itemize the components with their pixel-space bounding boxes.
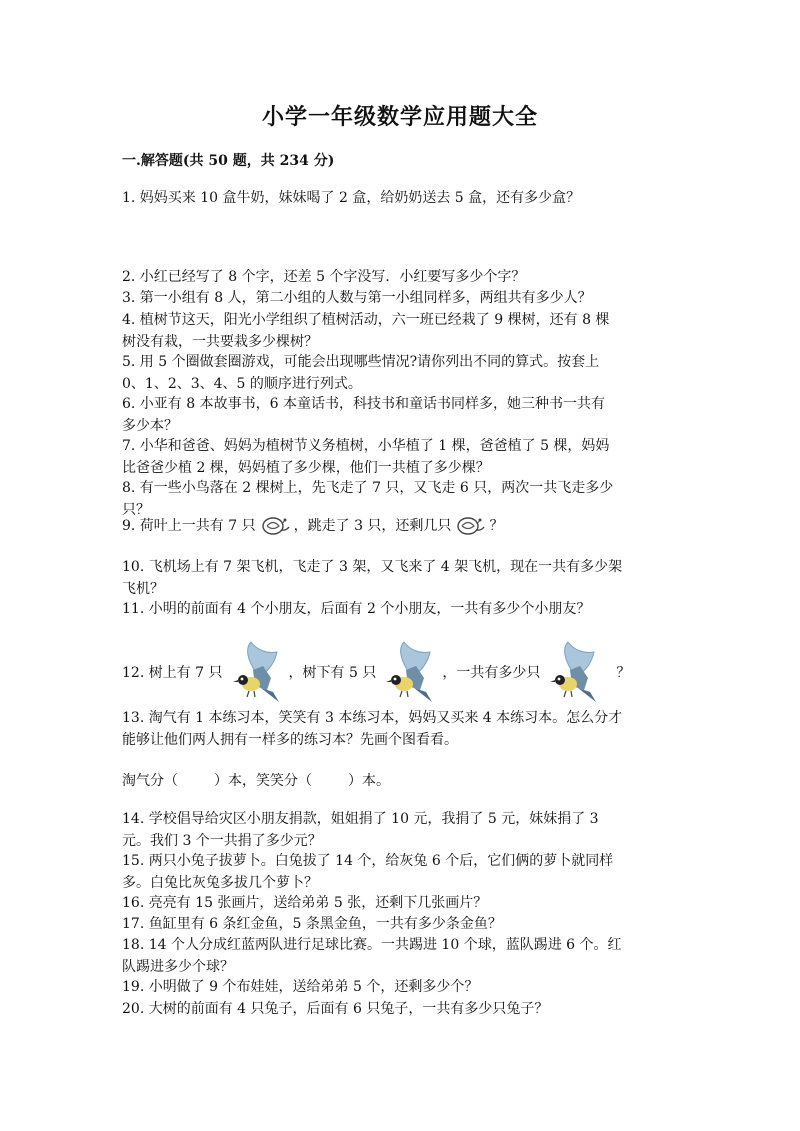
question-7-line-2: 比爸爸少植 2 棵，妈妈植了多少棵，他们一共植了多少棵？ — [122, 460, 490, 476]
answer-c-label: ）本。 — [348, 773, 390, 789]
question-9-part-a: 9. 荷叶上一共有 7 只 — [122, 518, 256, 534]
question-14 — [122, 808, 682, 852]
answer-b-label: ）本，笑笑分（ — [214, 773, 312, 789]
bird-icon — [227, 640, 285, 706]
question-12 — [122, 640, 682, 706]
question-6 — [122, 393, 682, 437]
question-9 — [122, 514, 682, 538]
question-11: 11. 小明的前面有 4 个小朋友，后面有 2 个小朋友，一共有多少个小朋友？ — [122, 601, 591, 617]
question-8-line-1: 8. 有一些小鸟落在 2 棵树上，先飞走了 7 只，又飞走 6 只，两次一共飞走多少 — [122, 480, 614, 496]
question-19: 19. 小明做了 9 个布娃娃，送给弟弟 5 个，还剩多少个？ — [122, 979, 479, 995]
question-14-line-1: 14. 学校倡导给灾区小朋友捐款，姐姐捐了 10 元，我捐了 5 元，妹妹捐了 3 — [122, 811, 599, 827]
question-4-line-2: 树没有栽，一共要栽多少棵树？ — [122, 334, 318, 350]
question-16: 16. 亮亮有 15 张画片，送给弟弟 5 张，还剩下几张画片？ — [122, 895, 488, 911]
question-17: 17. 鱼缸里有 6 条红金鱼，5 条黑金鱼，一共有多少条金鱼？ — [122, 916, 502, 932]
section-heading: 一.解答题(共 50 题，共 234 分) — [122, 153, 335, 169]
bird-icon — [544, 640, 602, 706]
question-6-line-1: 6. 小亚有 8 本故事书，6 本童话书，科技书和童话书同样多，她三种书一共有 — [122, 396, 605, 412]
question-12-part-b: ，树下有 5 只 — [288, 665, 377, 681]
question-13-line-2: 能够让他们两人拥有一样多的练习本？先画个图看看。 — [122, 732, 458, 748]
question-9-part-b: ，跳走了 3 只，还剩几只 — [293, 518, 452, 534]
question-4 — [122, 309, 682, 353]
question-7-line-1: 7. 小华和爸爸、妈妈为植树节义务植树，小华植了 1 棵，爸爸植了 5 棵，妈妈 — [122, 438, 610, 454]
question-18-line-2: 队踢进多少个球？ — [122, 959, 234, 975]
bird-icon — [380, 640, 438, 706]
snail-icon — [260, 514, 290, 538]
question-13 — [122, 707, 682, 751]
question-15 — [122, 850, 682, 894]
question-13-answer — [122, 770, 682, 792]
question-5-line-2: 0、1、2、3、4、5 的顺序进行列式。 — [122, 376, 362, 392]
question-12-part-a: 12. 树上有 7 只 — [122, 665, 223, 681]
question-7 — [122, 435, 682, 479]
question-9-part-c: ？ — [489, 518, 504, 534]
snail-icon — [455, 514, 485, 538]
question-6-line-2: 多少本？ — [122, 418, 178, 434]
answer-a-label: 淘气分（ — [122, 773, 178, 789]
question-3: 3. 第一小组有 8 人，第二小组的人数与第一小组同样多，两组共有多少人？ — [122, 290, 592, 306]
question-4-line-1: 4. 植树节这天，阳光小学组织了植树活动，六一班已经栽了 9 棵树，还有 8 棵 — [122, 312, 610, 328]
question-5 — [122, 351, 682, 395]
question-5-line-1: 5. 用 5 个圈做套圈游戏，可能会出现哪些情况?请你列出不同的算式。按套上 — [122, 354, 600, 370]
question-10-line-2: 飞机？ — [122, 581, 164, 597]
question-18-line-1: 18. 14 个人分成红蓝两队进行足球比赛。一共踢进 10 个球，蓝队踢进 6 个。红 — [122, 937, 622, 953]
question-15-line-2: 多。白兔比灰兔多拔几个萝卜？ — [122, 875, 318, 891]
question-18 — [122, 934, 682, 978]
question-8-line-2: 只？ — [122, 502, 150, 518]
question-20: 20. 大树的前面有 4 只兔子，后面有 6 只兔子，一共有多少只兔子？ — [122, 1001, 549, 1017]
question-10 — [122, 556, 682, 600]
question-12-part-d: ？ — [616, 665, 631, 681]
page-title: 小学一年级数学应用题大全 — [261, 104, 538, 130]
question-1: 1. 妈妈买来 10 盒牛奶，妹妹喝了 2 盒，给奶奶送去 5 盒，还有多少盒？ — [122, 190, 581, 206]
question-15-line-1: 15. 两只小兔子拔萝卜。白兔拔了 14 个，给灰兔 6 个后，它们俩的萝卜就同样 — [122, 853, 614, 869]
question-12-part-c: ，一共有多少只 — [442, 665, 541, 681]
question-13-line-1: 13. 淘气有 1 本练习本，笑笑有 3 本练习本，妈妈又买来 4 本练习本。怎么分才 — [122, 710, 623, 726]
question-2: 2. 小红已经写了 8 个字，还差 5 个字没写．小红要写多少个字？ — [122, 269, 526, 285]
question-14-line-2: 元。我们 3 个一共捐了多少元？ — [122, 833, 322, 849]
question-10-line-1: 10. 飞机场上有 7 架飞机，飞走了 3 架，又飞来了 4 架飞机，现在一共有多少架 — [122, 559, 623, 575]
